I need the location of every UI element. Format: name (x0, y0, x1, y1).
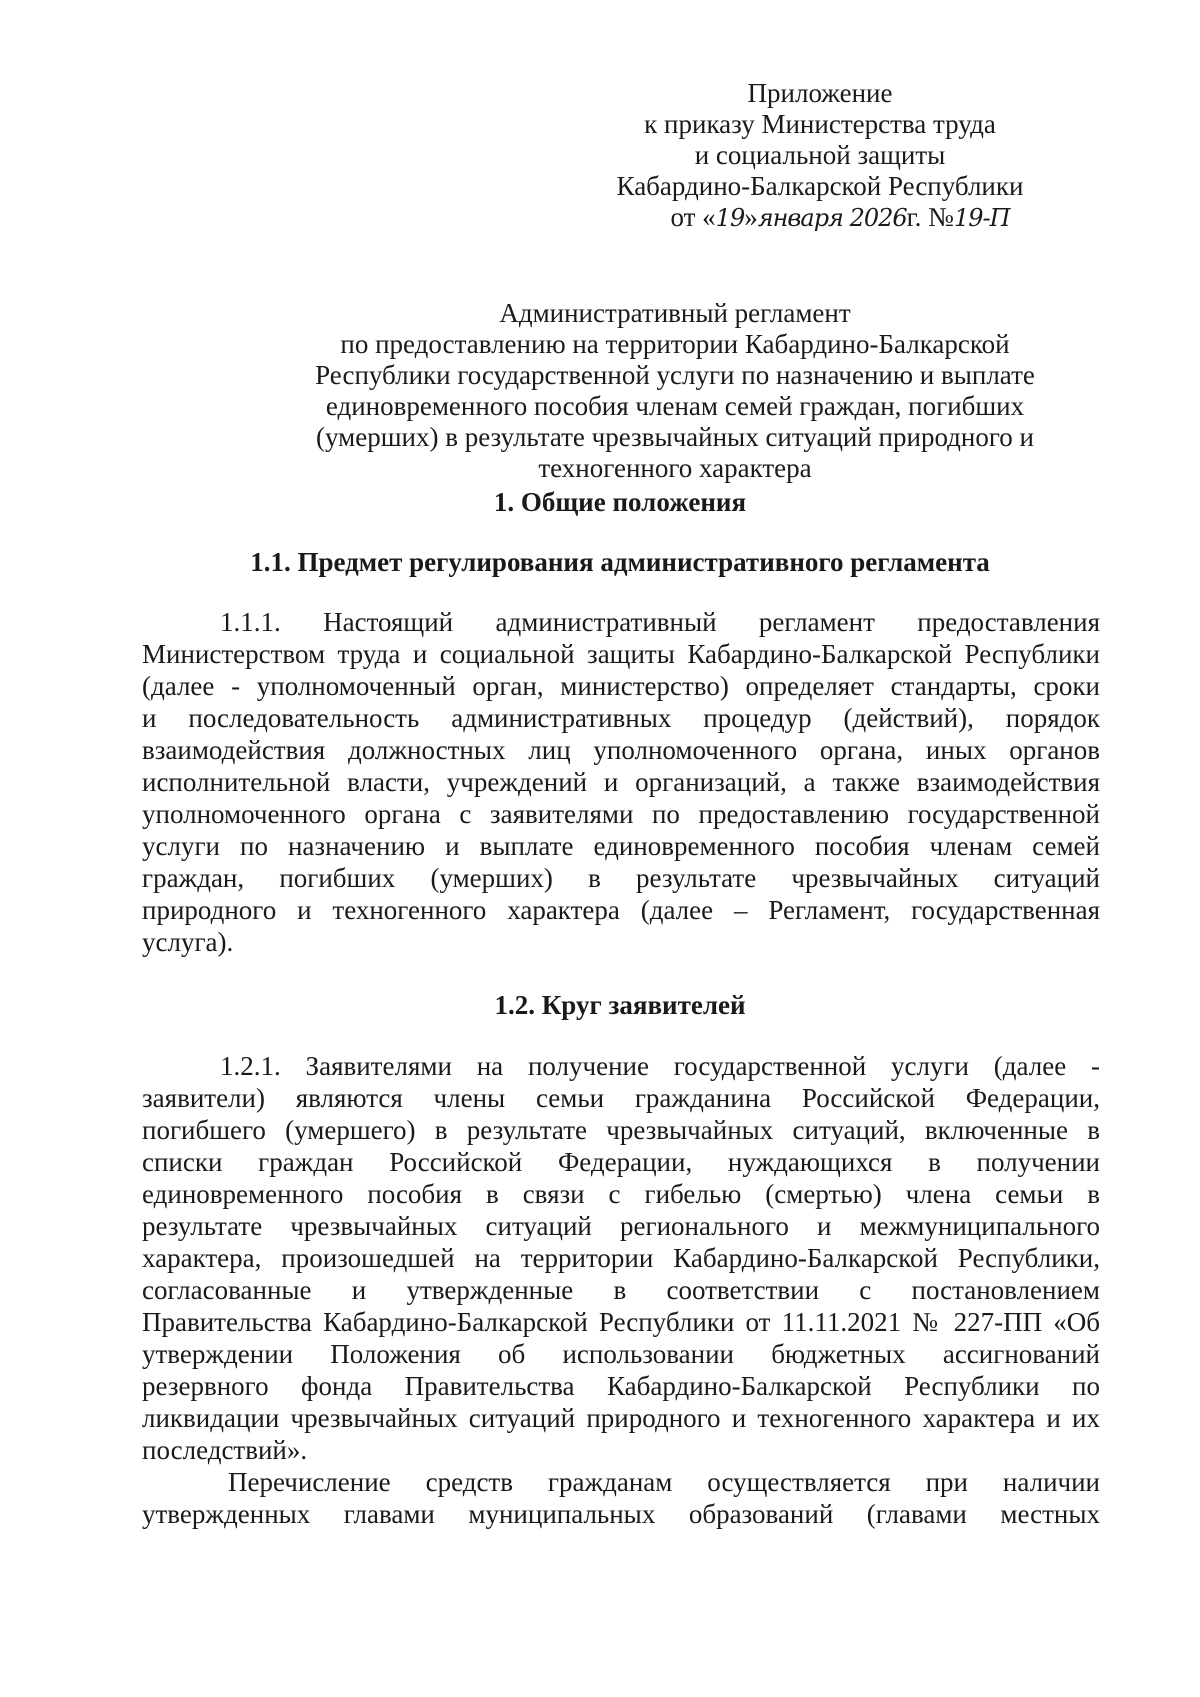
paragraph-line: услуга). (142, 927, 234, 957)
date-prefix: от « (670, 202, 716, 232)
paragraph-line: исполнительной власти, учреждений и организаций, а также взаимодействия (142, 767, 1100, 797)
paragraph-line: характера, произошедшей на территории Кабардино-Балкарской Республики, (142, 1243, 1100, 1273)
section-heading-subject: 1.1. Предмет регулирования административного регламента (250, 547, 990, 577)
paragraph-line: услуги по назначению и выплате единовременного пособия членам семей (142, 831, 1100, 861)
paragraph-line: уполномоченного органа с заявителями по предоставлению государственной (142, 799, 1100, 829)
paragraph-line: и последовательность административных процедур (действий), порядок (142, 703, 1100, 733)
paragraph-line: результате чрезвычайных ситуаций регионального и межмуниципального (142, 1211, 1100, 1241)
appendix-order-ref: к приказу Министерства труда (644, 109, 996, 139)
title-line: по предоставлению на территории Кабардино-Балкарской (340, 329, 1010, 359)
paragraph-line: последствий». (142, 1435, 308, 1465)
paragraph-line: согласованные и утвержденные в соответствии с постановлением (142, 1275, 1100, 1305)
paragraph-line: утвержденных главами муниципальных образований (главами местных (142, 1499, 1100, 1529)
title-line: техногенного характера (538, 453, 812, 483)
paragraph-line: 1.1.1. Настоящий административный регламент предоставления (220, 607, 1100, 637)
section-heading-applicants: 1.2. Круг заявителей (494, 990, 746, 1020)
handwritten-day: 19 (715, 204, 745, 232)
date-mid: » (744, 202, 758, 232)
appendix-header (600, 78, 1040, 234)
paragraph-line: Перечисление средств гражданам осуществляется при наличии (228, 1467, 1100, 1497)
title-line: Административный регламент (499, 298, 851, 328)
handwritten-month-year: января 2026 (757, 204, 907, 232)
paragraph-line: резервного фонда Правительства Кабардино-Балкарской Республики по (142, 1371, 1100, 1401)
paragraph-line: единовременного пособия в связи с гибелью (смертью) члена семьи в (142, 1179, 1100, 1209)
paragraph-line: ликвидации чрезвычайных ситуаций природного и техногенного характера и их (142, 1403, 1100, 1433)
paragraph-1-1-1 (142, 606, 1100, 958)
appendix-ministry: и социальной защиты (694, 140, 946, 170)
title-line: Республики государственной услуги по назначению и выплате (315, 360, 1035, 390)
date-suffix: г. № (906, 202, 954, 232)
paragraph-line: списки граждан Российской Федерации, нуждающихся в получении (142, 1147, 1100, 1177)
title-line: (умерших) в результате чрезвычайных ситуаций природного и (316, 422, 1034, 452)
paragraph-line: погибшего (умершего) в результате чрезвычайных ситуаций, включенные в (142, 1115, 1100, 1145)
paragraph-line: природного и техногенного характера (далее – Регламент, государственная (142, 895, 1100, 925)
paragraph-transfer (142, 1466, 1100, 1530)
paragraph-line: утверждении Положения об использовании бюджетных ассигнований (142, 1339, 1100, 1369)
section-heading-general: 1. Общие положения (493, 487, 747, 517)
paragraph-line: заявители) являются члены семьи гражданина Российской Федерации, (142, 1083, 1100, 1113)
paragraph-line: граждан, погибших (умерших) в результате чрезвычайных ситуаций (142, 863, 1100, 893)
regulation-title (290, 298, 1060, 484)
appendix-date-line (600, 202, 1040, 234)
paragraph-line: 1.2.1. Заявителями на получение государственной услуги (далее - (220, 1051, 1100, 1081)
appendix-title: Приложение (747, 78, 893, 108)
paragraph-1-2-1 (142, 1050, 1100, 1466)
paragraph-line: (далее - уполномоченный орган, министерство) определяет стандарты, сроки (142, 671, 1100, 701)
title-line: единовременного пособия членам семей граждан, погибших (325, 391, 1025, 421)
paragraph-line: взаимодействия должностных лиц уполномоченного органа, иных органов (142, 735, 1100, 765)
handwritten-order-number: 19-П (953, 204, 1010, 232)
paragraph-line: Министерством труда и социальной защиты Кабардино-Балкарской Республики (142, 639, 1100, 669)
paragraph-line: Правительства Кабардино-Балкарской Республики от 11.11.2021 № 227-ПП «Об (142, 1307, 1100, 1337)
appendix-republic: Кабардино-Балкарской Республики (616, 171, 1024, 201)
